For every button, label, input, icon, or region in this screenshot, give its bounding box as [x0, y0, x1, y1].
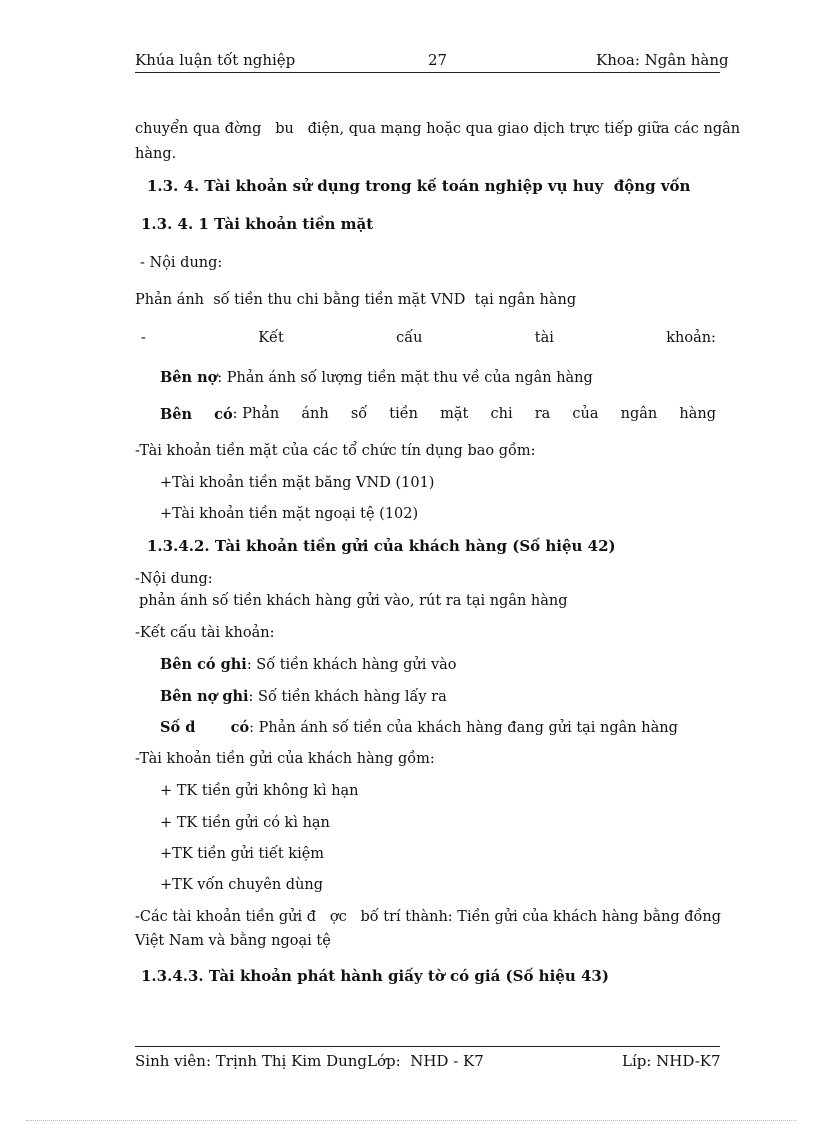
- ben-co-label: Bên: [160, 406, 193, 423]
- noi-dung-1: - Nội dung:: [140, 255, 223, 271]
- ben-co-word: ra: [534, 406, 551, 422]
- ben-co-word: mặt: [440, 406, 469, 422]
- header-rule: [135, 72, 720, 73]
- ben-co-ghi-text: : Số tiền khách hàng gửi vào: [246, 657, 457, 673]
- footer-left: Sinh viên: Trịnh Thị Kim DungLớp: NHD - K7: [135, 1052, 484, 1070]
- ben-co-word: : Phản: [232, 406, 280, 422]
- intro-line-2: hàng.: [135, 146, 177, 162]
- ben-co-word: số: [350, 406, 368, 422]
- ket-cau-word: Kết: [258, 330, 284, 346]
- ben-co-ghi-label: Bên có ghi: [160, 656, 247, 673]
- ben-co-word: của: [572, 406, 599, 422]
- so-du-label: Số d có: [160, 719, 250, 736]
- section-1-3-4-2-heading: 1.3.4.2. Tài khoản tiền gửi của khách hàng (Số hiệu 42): [147, 537, 616, 555]
- ket-cau-1: [141, 330, 716, 346]
- ket-cau-2: -Kết cấu tài khoản:: [135, 625, 275, 641]
- tk-item: +TK tiền gửi tiết kiệm: [160, 846, 325, 862]
- ben-co-word: ngân: [620, 406, 658, 422]
- page-bottom-dotted-line: [26, 1120, 796, 1121]
- noi-dung-2: -Nội dung:: [135, 571, 213, 587]
- ben-no-label: Bên nợ: [160, 369, 218, 386]
- section-1-3-4-heading: 1.3. 4. Tài khoản sử dụng trong kế toán nghiệp vụ huy động vốn: [147, 177, 691, 195]
- so-du-line: [160, 719, 678, 736]
- footer-rule: [135, 1046, 720, 1047]
- tk-item: +TK vốn chuyên dùng: [160, 877, 324, 893]
- ben-co-word: hàng: [679, 406, 716, 422]
- intro-line-1: chuyển qua đờng bu điện, qua mạng hoặc qua giao dịch trực tiếp giữa các ngân: [135, 121, 741, 137]
- section-1-3-4-3-heading: 1.3.4.3. Tài khoản phát hành giấy tờ có giá (Số hiệu 43): [141, 967, 609, 985]
- ben-co-word: ánh: [301, 406, 329, 422]
- header-right: Khoa: Ngân hàng: [596, 51, 729, 69]
- ben-no-ghi-label: Bên nợ ghi: [160, 688, 249, 705]
- ben-co-ghi-line: [160, 656, 457, 673]
- so-du-text: : Phản ánh số tiền của khách hàng đang gửi tại ngân hàng: [249, 720, 678, 736]
- page-number: 27: [428, 51, 448, 69]
- ket-cau-word: khoản:: [666, 330, 716, 346]
- ben-co-label-group: [214, 406, 279, 423]
- tk-tien-gui-intro: -Tài khoản tiền gửi của khách hàng gồm:: [135, 751, 435, 767]
- ben-no-ghi-text: : Số tiền khách hàng lấy ra: [248, 689, 447, 705]
- ben-co-word: tiền: [389, 406, 418, 422]
- tk-item: + TK tiền gửi không kì hạn: [160, 783, 359, 799]
- header-left: Khúa luận tốt nghiệp: [135, 51, 296, 69]
- ket-cau-word: cấu: [396, 330, 423, 346]
- phan-anh-2: phản ánh số tiền khách hàng gửi vào, rút ra tại ngân hàng: [139, 593, 568, 609]
- ket-cau-word: tài: [534, 330, 554, 346]
- section-1-3-4-1-heading: 1.3. 4. 1 Tài khoản tiền mặt: [141, 215, 374, 233]
- tk-item: + TK tiền gửi có kì hạn: [160, 815, 330, 831]
- footer-right: Líp: NHD-K7: [622, 1052, 721, 1070]
- ket-cau-word: -: [141, 330, 146, 346]
- tk-102: +Tài khoản tiền mặt ngoại tệ (102): [160, 506, 419, 522]
- ben-no-text: : Phản ánh số lượng tiền mặt thu về của ngân hàng: [217, 370, 593, 386]
- tk-101: +Tài khoản tiền mặt băng VND (101): [160, 475, 435, 491]
- bo-tri-line-2: Việt Nam và bằng ngoại tệ: [135, 933, 331, 949]
- ben-no-line: [160, 369, 593, 386]
- phan-anh-1: Phản ánh số tiền thu chi bằng tiền mặt VND tại ngân hàng: [135, 292, 577, 308]
- ben-co-label: có: [214, 406, 233, 423]
- tk-tien-mat-intro: -Tài khoản tiền mặt của các tổ chức tín dụng bao gồm:: [135, 443, 536, 459]
- bo-tri-line-1: -Các tài khoản tiền gửi đ ợc bố trí thành: Tiền gửi của khách hàng bằng đồng: [135, 909, 722, 925]
- ben-co-word: chi: [490, 406, 513, 422]
- ben-co-line: [160, 406, 716, 423]
- ben-no-ghi-line: [160, 688, 447, 705]
